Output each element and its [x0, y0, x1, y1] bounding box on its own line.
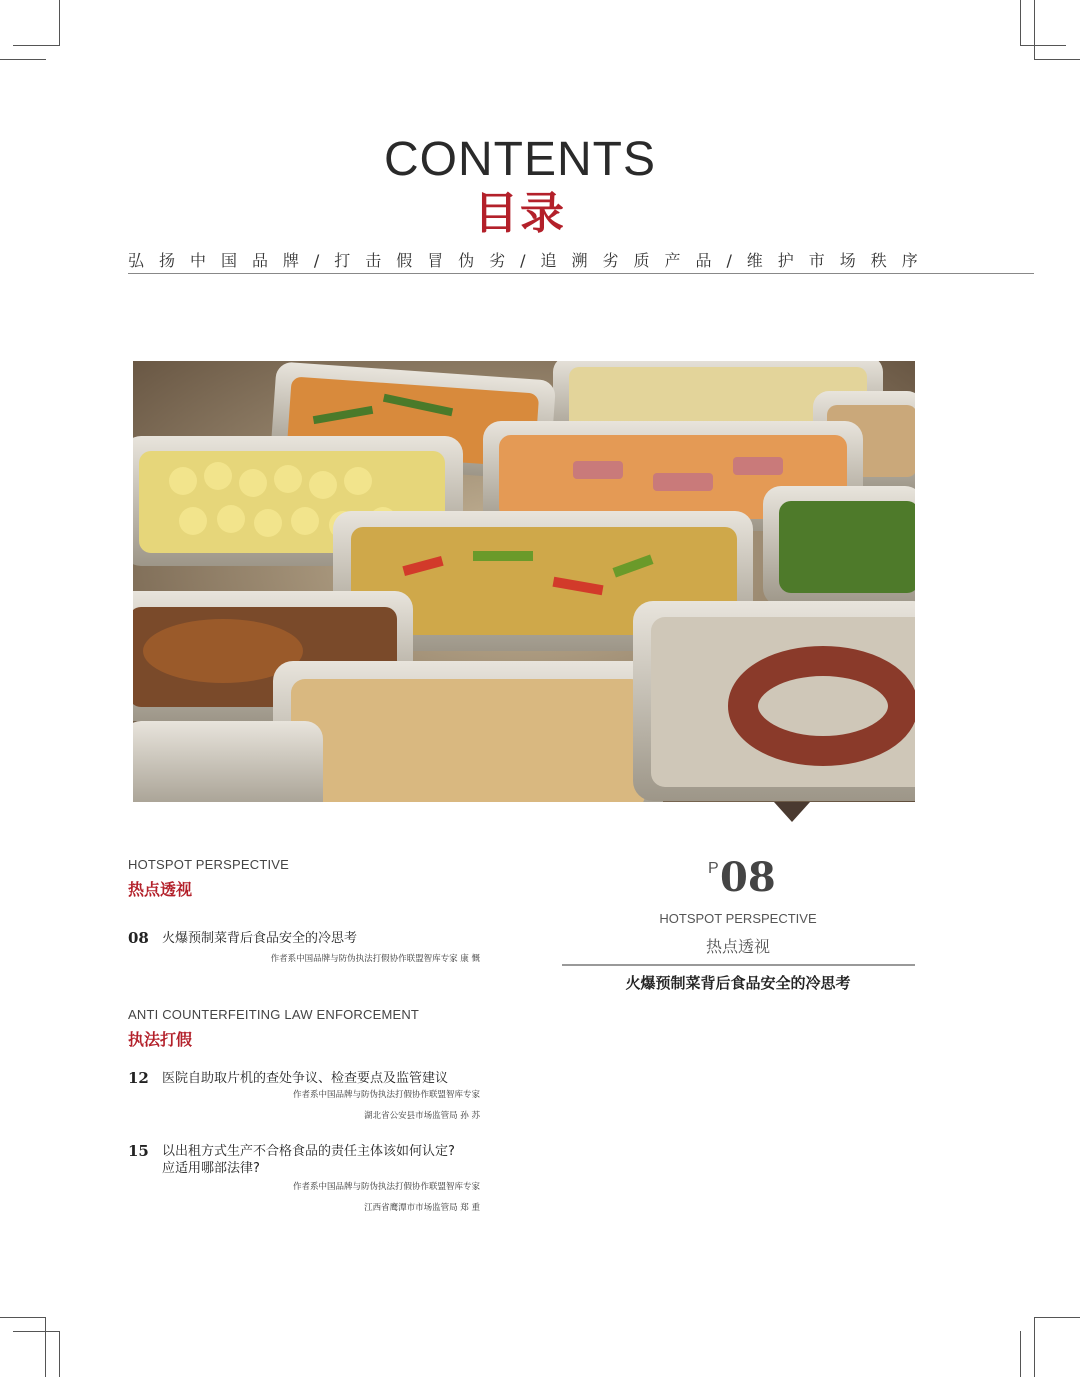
- slogan-char: 国: [220, 251, 237, 270]
- slogan-char: 弘: [128, 251, 145, 270]
- slogan-char: 序: [901, 251, 918, 270]
- crop-mark: [1020, 45, 1066, 46]
- toc-entry-title: 火爆预制菜背后食品安全的冷思考: [162, 931, 358, 946]
- crop-mark: [45, 1317, 46, 1377]
- slogan-char: 品: [695, 251, 712, 270]
- toc-entry-page: 08: [128, 929, 149, 947]
- slogan: [128, 250, 918, 272]
- toc-entry-author: 江西省鹰潭市市场监管局 郑 重: [364, 1203, 480, 1213]
- slogan-char: /: [520, 251, 526, 270]
- crop-mark: [59, 0, 60, 46]
- slogan-char: 假: [396, 251, 413, 270]
- crop-mark: [1034, 59, 1080, 60]
- contents-title-en: CONTENTS: [384, 133, 656, 186]
- crop-mark: [0, 1317, 46, 1318]
- toc-entry-author: 作者系中国品牌与防伪执法打假协作联盟智库专家: [292, 1182, 480, 1192]
- section-label-cn: 热点透视: [128, 880, 193, 899]
- slogan-char: 质: [633, 251, 650, 270]
- crop-mark: [1034, 1317, 1035, 1377]
- crop-mark: [0, 59, 46, 60]
- slogan-char: 中: [189, 251, 206, 270]
- slogan-char: /: [313, 251, 320, 270]
- toc-entry-title: 以出租方式生产不合格食品的责任主体该如何认定?: [162, 1144, 455, 1159]
- toc-entry-title: 医院自助取片机的查处争议、检查要点及监管建议: [162, 1071, 449, 1086]
- slogan-char: 市: [808, 251, 825, 270]
- featured-page-number: 08: [720, 854, 776, 901]
- slogan-char: 冒: [427, 251, 444, 270]
- section-label-en: ANTI COUNTERFEITING LAW ENFORCEMENT: [128, 1007, 420, 1022]
- crop-mark: [1020, 1331, 1021, 1377]
- header-divider: [128, 273, 1034, 274]
- crop-mark: [1034, 0, 1035, 60]
- slogan-char: 护: [777, 251, 794, 270]
- featured-section-en: HOTSPOT PERSPECTIVE: [659, 911, 817, 926]
- crop-mark: [13, 1331, 59, 1332]
- slogan-char: 打: [334, 251, 351, 270]
- slogan-char: 品: [251, 251, 268, 270]
- featured-page-prefix: P: [708, 860, 719, 877]
- toc-entry-author: 作者系中国品牌与防伪执法打假协作联盟智库专家: [292, 1090, 480, 1100]
- slogan-char: 秩: [870, 251, 887, 270]
- toc-entry-page: 15: [128, 1142, 149, 1160]
- slogan-char: 劣: [602, 251, 619, 270]
- hero-food-trays-image: [133, 361, 915, 802]
- slogan-char: /: [726, 251, 732, 270]
- hero-pointer-triangle: [774, 802, 810, 822]
- crop-mark: [1020, 1331, 1021, 1332]
- section-label-cn: 执法打假: [128, 1030, 193, 1049]
- slogan-char: 击: [365, 251, 382, 270]
- section-label-en: HOTSPOT PERSPECTIVE: [128, 857, 290, 872]
- toc-entry-author: 作者系中国品牌与防伪执法打假协作联盟智库专家 康 慨: [270, 954, 480, 964]
- slogan-char: 场: [839, 251, 856, 270]
- crop-mark: [13, 45, 59, 46]
- featured-title: 火爆预制菜背后食品安全的冷思考: [625, 974, 851, 992]
- crop-mark: [1034, 1317, 1080, 1318]
- slogan-char: 溯: [571, 251, 588, 270]
- toc-entry-page: 12: [128, 1069, 149, 1087]
- featured-divider: [562, 964, 915, 966]
- crop-mark: [1020, 0, 1021, 46]
- slogan-char: 维: [746, 251, 763, 270]
- slogan-char: 追: [540, 251, 557, 270]
- slogan-char: 劣: [489, 251, 506, 270]
- slogan-char: 牌: [282, 251, 299, 270]
- slogan-char: 产: [664, 251, 681, 270]
- toc-entry-title-line2: 应适用哪部法律?: [162, 1161, 260, 1176]
- crop-mark: [59, 1331, 60, 1377]
- featured-section-cn: 热点透视: [705, 937, 770, 956]
- contents-title-cn: 目录: [474, 188, 566, 239]
- slogan-char: 伪: [458, 251, 475, 270]
- toc-entry-author: 湖北省公安县市场监管局 孙 苏: [364, 1111, 480, 1121]
- slogan-char: 扬: [158, 251, 175, 270]
